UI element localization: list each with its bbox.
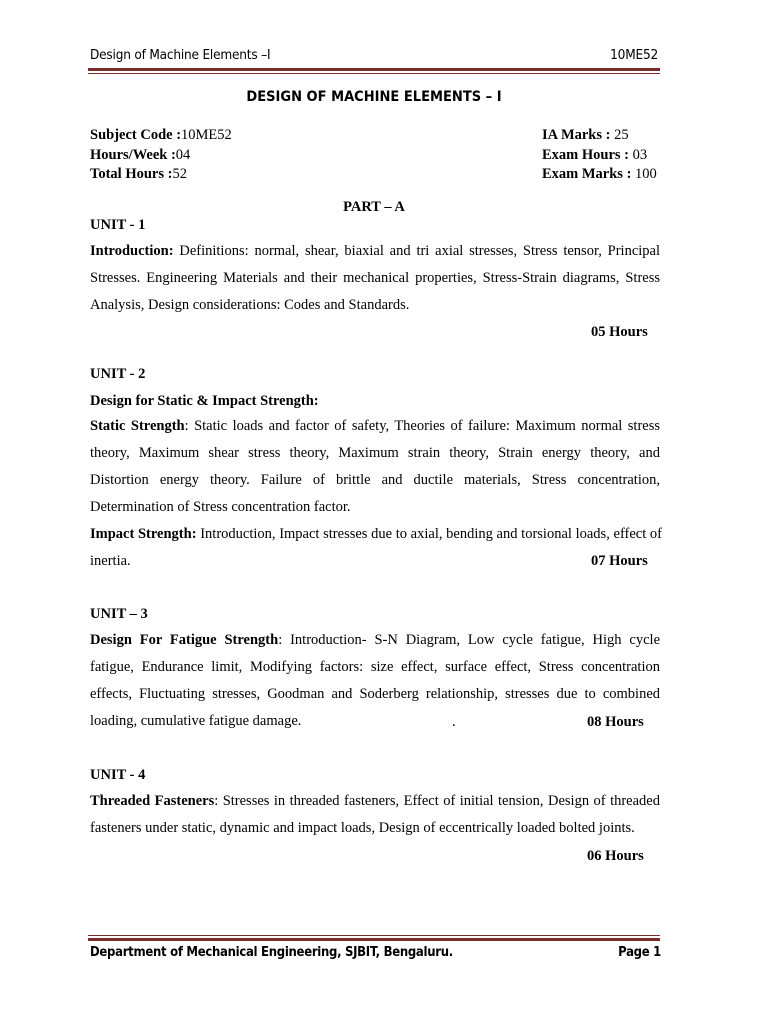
course-meta-left [90, 126, 232, 185]
unit-3-hours: 08 Hours [587, 714, 644, 730]
header-doc-title: Design of Machine Elements –I [90, 47, 271, 63]
footer-rule-thick [88, 938, 660, 941]
unit-3-heading: UNIT – 3 [90, 606, 148, 622]
unit-3-paragraph: Design For Fatigue Strength: Introduction- S-N Diagram, Low cycle fatigue, High cycle fatigue, Endurance limit, Modifying factors: size effect, surface effect, Stress concentration effects, Fluctuating stresses, Goodman and Soderberg relationship, stresses due to combined loading, cumulative fatigue damage. [90, 632, 660, 729]
subject-code-row: Subject Code :10ME52 [90, 127, 232, 143]
header-rule-thick [88, 68, 660, 71]
unit-1-paragraph: Introduction: Definitions: normal, shear, biaxial and tri axial stresses, Stress tensor, Principal Stresses. Engineering Materials and their mechanical properties, Stress-Strain diagrams, Stress Analysis, Design considerations: Codes and Standards. [90, 243, 660, 313]
course-meta-right [542, 126, 657, 185]
unit-2-heading: UNIT - 2 [90, 366, 146, 382]
unit-1-heading: UNIT - 1 [90, 217, 146, 233]
page-header [90, 47, 658, 63]
unit-2-hours: 07 Hours [591, 553, 648, 569]
exam-marks-row: Exam Marks : 100 [542, 166, 657, 182]
unit-4-heading: UNIT - 4 [90, 767, 146, 783]
unit-1-hours: 05 Hours [591, 324, 648, 340]
unit-3-stray-dot: . [452, 714, 456, 730]
unit-4-paragraph: Threaded Fasteners: Stresses in threaded fasteners, Effect of initial tension, Design of threaded fasteners under static, dynamic and impact loads, Design of eccentrically loaded bolted joints. [90, 793, 660, 836]
footer-page-number: Page 1 [618, 945, 661, 960]
document-title: DESIGN OF MACHINE ELEMENTS – I [246, 89, 502, 105]
unit-2-paragraph-static: Static Strength: Static loads and factor of safety, Theories of failure: Maximum normal stress theory, Maximum shear stress theory, Maximum strain theory, Strain energy theory, and Distortion energy theory. Failure of brittle and ductile materials, Stress concentration, Determination of Stress concentration factor. [90, 418, 660, 515]
part-heading: PART – A [343, 199, 405, 215]
unit-2-subheading: Design for Static & Impact Strength: [90, 393, 319, 409]
unit-2-paragraph-impact: Impact Strength: Introduction, Impact stresses due to axial, bending and torsional loads, effect of inertia. [90, 526, 662, 569]
hours-week-row: Hours/Week :04 [90, 146, 191, 163]
header-rule-thin [88, 73, 660, 74]
total-hours-row: Total Hours :52 [90, 166, 187, 182]
ia-marks-row: IA Marks : 25 [542, 127, 629, 143]
exam-hours-row: Exam Hours : 03 [542, 146, 648, 163]
unit-4-hours: 06 Hours [587, 848, 644, 864]
header-course-code: 10ME52 [610, 47, 658, 63]
page-footer [90, 945, 661, 960]
footer-department: Department of Mechanical Engineering, SJBIT, Bengaluru. [90, 945, 453, 960]
footer-rule-thin [88, 935, 660, 936]
